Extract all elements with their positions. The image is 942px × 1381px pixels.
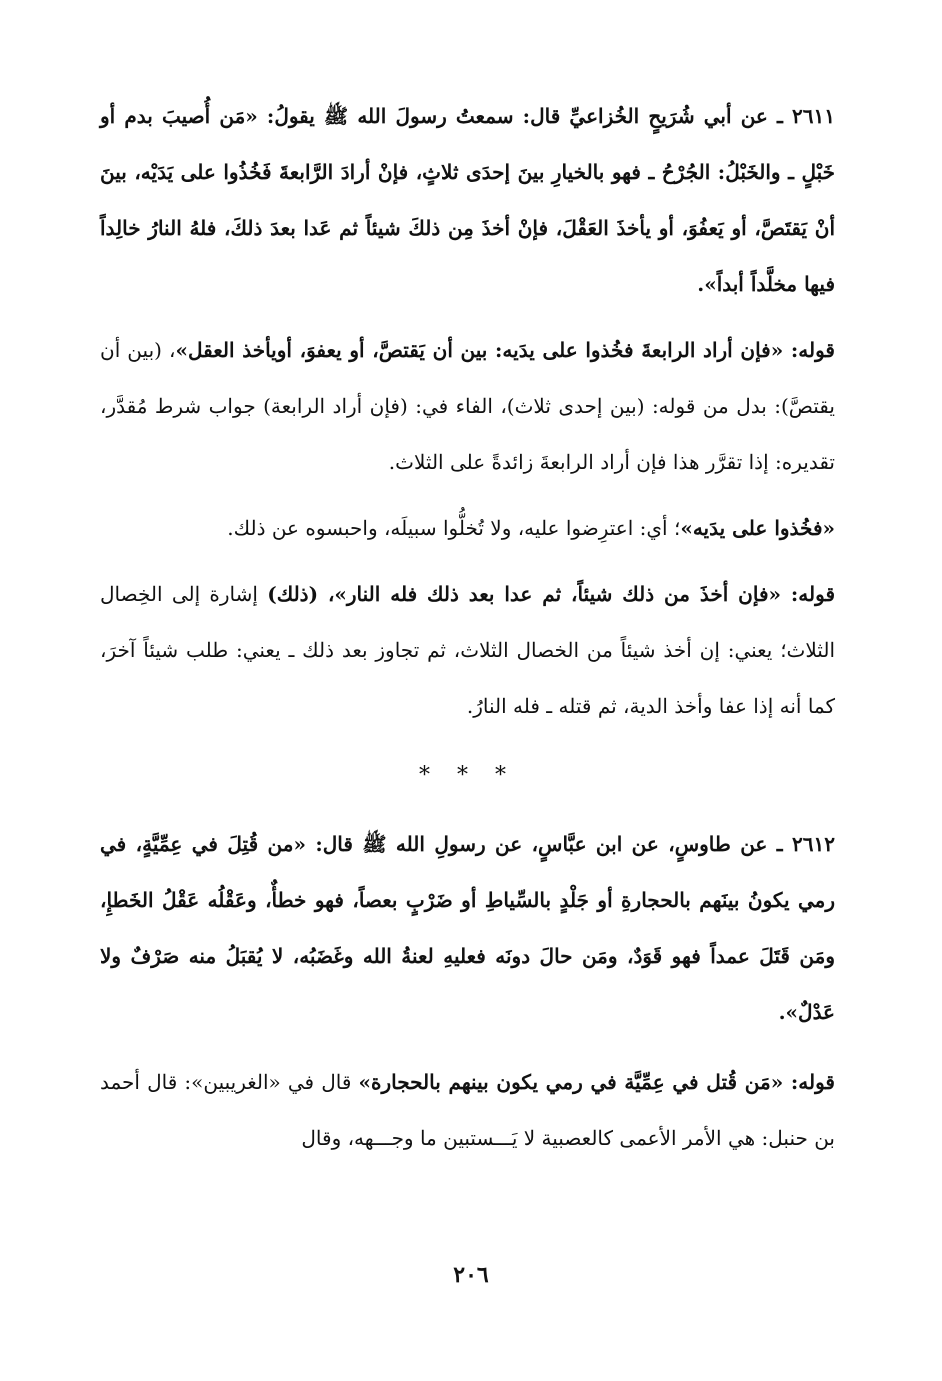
commentary-paragraph-2 — [100, 500, 835, 556]
commentary-2-lead: «فخُذوا على يدَيه» — [680, 516, 835, 540]
commentary-paragraph-3 — [100, 566, 835, 734]
hadith-2612-quote: «من قُتِلَ في عِمِّيَّةٍ، في رمي يكونُ بينَهم بالحجارةِ أو جَلْدٍ بالسِّياطِ أو ضَرْبٍ بعصاً، فهو خطأٌ، وعَقْلُه عَقْلُ الخَطإِ، ومَن قَتَلَ عمداً فهو قَوَدٌ، ومَن حالَ دونَه فعليهِ لعنةُ الله وغَضَبُه، لا يُقبَلُ منه صَرْفٌ ولا عَدْلٌ» — [100, 832, 835, 1024]
hadith-2612-intro: ٢٦١٢ ـ عن طاوسٍ، عن ابن عبَّاسٍ، عن رسولِ الله ﷺ قال: — [305, 832, 835, 856]
commentary-1-lead: قوله: «فإن أراد الرابعةَ فخُذوا على يدَيه: بين أن يَقتصَّ، أو يعفوَ، أويأخذ العقل» — [175, 338, 835, 362]
hadith-2612-end: . — [778, 1000, 786, 1024]
hadith-2612 — [100, 816, 835, 1040]
commentary-paragraph-4 — [100, 1054, 835, 1166]
commentary-3-lead: قوله: «فإن أخذَ من ذلك شيئاً، ثم عدا بعد ذلك فله النار»، (ذلك) — [267, 582, 836, 606]
page-number: ٢٠٦ — [453, 1262, 489, 1288]
commentary-paragraph-1 — [100, 322, 835, 490]
commentary-3-text: إشارة إلى الخِصال الثلاث؛ يعني: إن أخذ شيئاً من الخصال الثلاث، ثم تجاوز بعد ذلك ـ يعني: طلب شيئاً آخرَ، كما أنه إذا عفا وأخذ الدية، ثم قتله ـ فله النارُ. — [100, 582, 835, 718]
hadith-2611-quote: «مَن أُصيبَ بدم أو خَبْلٍ ـ والخَبْلُ: الجُرْحُ ـ فهو بالخيارِ بينَ إحدَى ثلاثٍ، فإنْ أرادَ الرَّابعةَ فَخُذُوا على يَدَيْه، بينَ أنْ يَقتَصَّ، أو يَعفُوَ، أو يأخذَ العَقْلَ، فإنْ أخذَ مِن ذلكَ شيئاً ثم عَدا بعدَ ذلكَ، فلهُ النارُ خالِداً فيها مخلَّداً أبداً» — [100, 104, 835, 296]
commentary-4-text: قال في «الغريبين»: قال أحمد بن حنبل: هي الأمر الأعمى كالعصبية لا يَـــستبين ما وجـــهه، وقال — [100, 1070, 835, 1150]
commentary-2-text: ؛ أي: اعترِضوا عليه، ولا تُخلُّوا سبيلَه، واحبسوه عن ذلك. — [227, 516, 681, 540]
section-separator: * * * — [419, 763, 516, 788]
hadith-2611-intro: ٢٦١١ ـ عن أبي شُرَيحٍ الخُزاعيِّ قال: سمعتُ رسولَ الله ﷺ يقولُ: — [257, 104, 835, 128]
hadith-2611-end: . — [697, 272, 705, 296]
commentary-4-lead: قوله: «مَن قُتل في عِمِّيَّة في رمي يكون بينهم بالحجارة» — [358, 1070, 835, 1094]
page-body — [100, 88, 835, 1166]
hadith-2611 — [100, 88, 835, 312]
commentary-1-text: ، (بين أن يقتصَّ): بدل من قوله: (بين إحدى ثلاث)، الفاء في: (فإن أراد الرابعة) جواب شرط مُقدَّر، تقديره: إذا تقرَّر هذا فإن أراد الرابعةَ زائدةً على الثلاث. — [100, 338, 835, 474]
